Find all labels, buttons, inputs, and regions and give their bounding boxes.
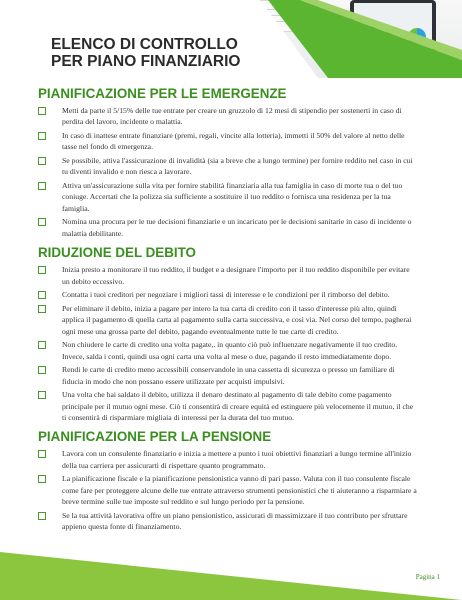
checklist	[38, 105, 418, 239]
checklist	[38, 448, 418, 532]
checkbox[interactable]	[38, 132, 46, 140]
checklist-item-text: In caso di inattese entrate finanziare (premi, regali, vincite alla lotteria), immetti il 50% del valore al netto delle tasse nel fondo di emergenza.	[62, 131, 405, 152]
checklist-item	[38, 339, 418, 362]
checklist-item	[38, 389, 418, 423]
checklist-item-text: Lavora con un consulente finanziario e inizia a mettere a punto i tuoi obiettivi finanziari a lungo termine all'inizio della tua carriera per assicurarti di rispettare quanto programmato.	[62, 449, 412, 470]
section-title: RIDUZIONE DEL DEBITO	[38, 245, 196, 261]
checkbox[interactable]	[38, 157, 46, 165]
checklist-item	[38, 303, 418, 337]
checklist	[38, 264, 418, 423]
checklist-item-text: Metti da parte il 5/15% delle tue entrate per creare un gruzzolo di 12 mesi di stipendio per sostenerti in caso di perdita del lavoro, incidente o malattia.	[62, 106, 402, 127]
section-retirement	[38, 429, 418, 532]
checklist-item	[38, 130, 418, 153]
checklist-item-text: Non chiudere le carte di credito una volta pagate,. in quanto ciò può influenzare negativamente il tuo credito. Invece, salda i conti, quindi usa ogni carta una volta al mese o due, pagando il resto immediatamente dopo.	[62, 340, 398, 361]
page-number: Pagina 1	[415, 573, 440, 581]
section-title: PIANIFICAZIONE PER LA PENSIONE	[38, 429, 272, 445]
checklist-item	[38, 289, 418, 300]
checklist-item-text: Se possibile, attiva l'assicurazione di invalidità (sia a breve che a lungo termine) per fornire reddito nel caso in cui tu diventi invalido e non riesca a lavorare.	[62, 156, 413, 177]
checklist-item	[38, 510, 418, 533]
checklist-item-text: Per eliminare il debito, inizia a pagare per intero la tua carta di credito con il tasso d'interesse più alto, quindi applica il pagamento di quella carta al pagamento sulla carta successiva, e così via. Nel corso del tempo, pagherai ogni mese una grossa parte del debito, pagando eventualmente tutte le tue carte di credito.	[62, 303, 412, 336]
document-title	[51, 36, 240, 70]
section-emergency	[38, 86, 418, 239]
checklist-item	[38, 180, 418, 214]
checklist-item	[38, 155, 418, 178]
checklist-item-text: Rendi le carte di credito meno accessibili conservandole in una cassetta di sicurezza o presso un familiare di fiducia in modo che non possano essere utilizzate per acquisti impulsivi.	[62, 365, 395, 386]
checklist-item-text: Attiva un'assicurazione sulla vita per fornire stabilità finanziaria alla tua famiglia in caso di morte tua o del tuo coniuge. Accertati che la polizza sia sufficiente a sostituire il tuo reddito o fornisca una residenza per la tua famiglia.	[62, 181, 403, 213]
footer-green-band	[0, 552, 462, 600]
section-debt	[38, 245, 418, 423]
checklist-item	[38, 216, 418, 239]
checklist-content	[38, 86, 418, 539]
checklist-item-text: Contatta i tuoi creditori per negoziare i migliori tassi di interesse e le condizioni per il rimborso del debito.	[62, 290, 390, 300]
checklist-item	[38, 105, 418, 128]
checklist-item	[38, 264, 418, 287]
checklist-item-text: Se la tua attività lavorativa offre un piano pensionistico, assicurati di massimizzare il tuo contributo per sfruttare appieno questa fonte di finanziamento.	[62, 510, 408, 532]
checklist-item	[38, 448, 418, 471]
checklist-item	[38, 364, 418, 387]
checkbox[interactable]	[38, 182, 46, 190]
checkbox[interactable]	[38, 291, 46, 299]
document-title-line-2: PER PIANO FINANZIARIO	[51, 53, 241, 70]
document-title-line-1: ELENCO DI CONTROLLO	[51, 36, 238, 53]
checkbox[interactable]	[38, 512, 46, 520]
checkbox[interactable]	[38, 107, 46, 115]
checklist-item-text: Nomina una procura per le tue decisioni finanziarie e un incaricato per le decisioni sanitarie in caso di incidente o malattia debilitante.	[62, 217, 412, 238]
checkbox[interactable]	[38, 266, 46, 274]
checkbox[interactable]	[38, 218, 46, 226]
checklist-item-text: La pianificazione fiscale e la pianificazione pensionistica vanno di pari passo. Valuta con il tuo consulente fiscale come fare per proteggere alcune delle tue entrate attraverso strumenti pensionistici che ti aiuteranno a risparmiare a breve termine sulle tue imposte sul reddito e sul lungo periodo per la pensione.	[62, 474, 417, 507]
checkbox[interactable]	[38, 341, 46, 349]
checklist-item-text: Una volta che hai saldato il debito, utilizza il denaro destinato al pagamento di tale debito come pagamento principale per il mutuo ogni mese. Ciò ti consentirà di creare equità ed estinguere più velocemente il mutuo, il che ti consentirà di risparmiare migliaia di interessi per la durata del tuo mutuo.	[62, 390, 414, 423]
checkbox[interactable]	[38, 305, 46, 313]
checkbox[interactable]	[38, 450, 46, 458]
section-title: PIANIFICAZIONE PER LE EMERGENZE	[38, 86, 287, 101]
checklist-item	[38, 473, 418, 507]
checkbox[interactable]	[38, 366, 46, 374]
checkbox[interactable]	[38, 475, 46, 483]
checklist-item-text: Inizia presto a monitorare il tuo reddito, il budget e a designare l'importo per il tuo reddito disponibile per evitare un debito eccessivo.	[62, 265, 410, 286]
checkbox[interactable]	[38, 391, 46, 399]
